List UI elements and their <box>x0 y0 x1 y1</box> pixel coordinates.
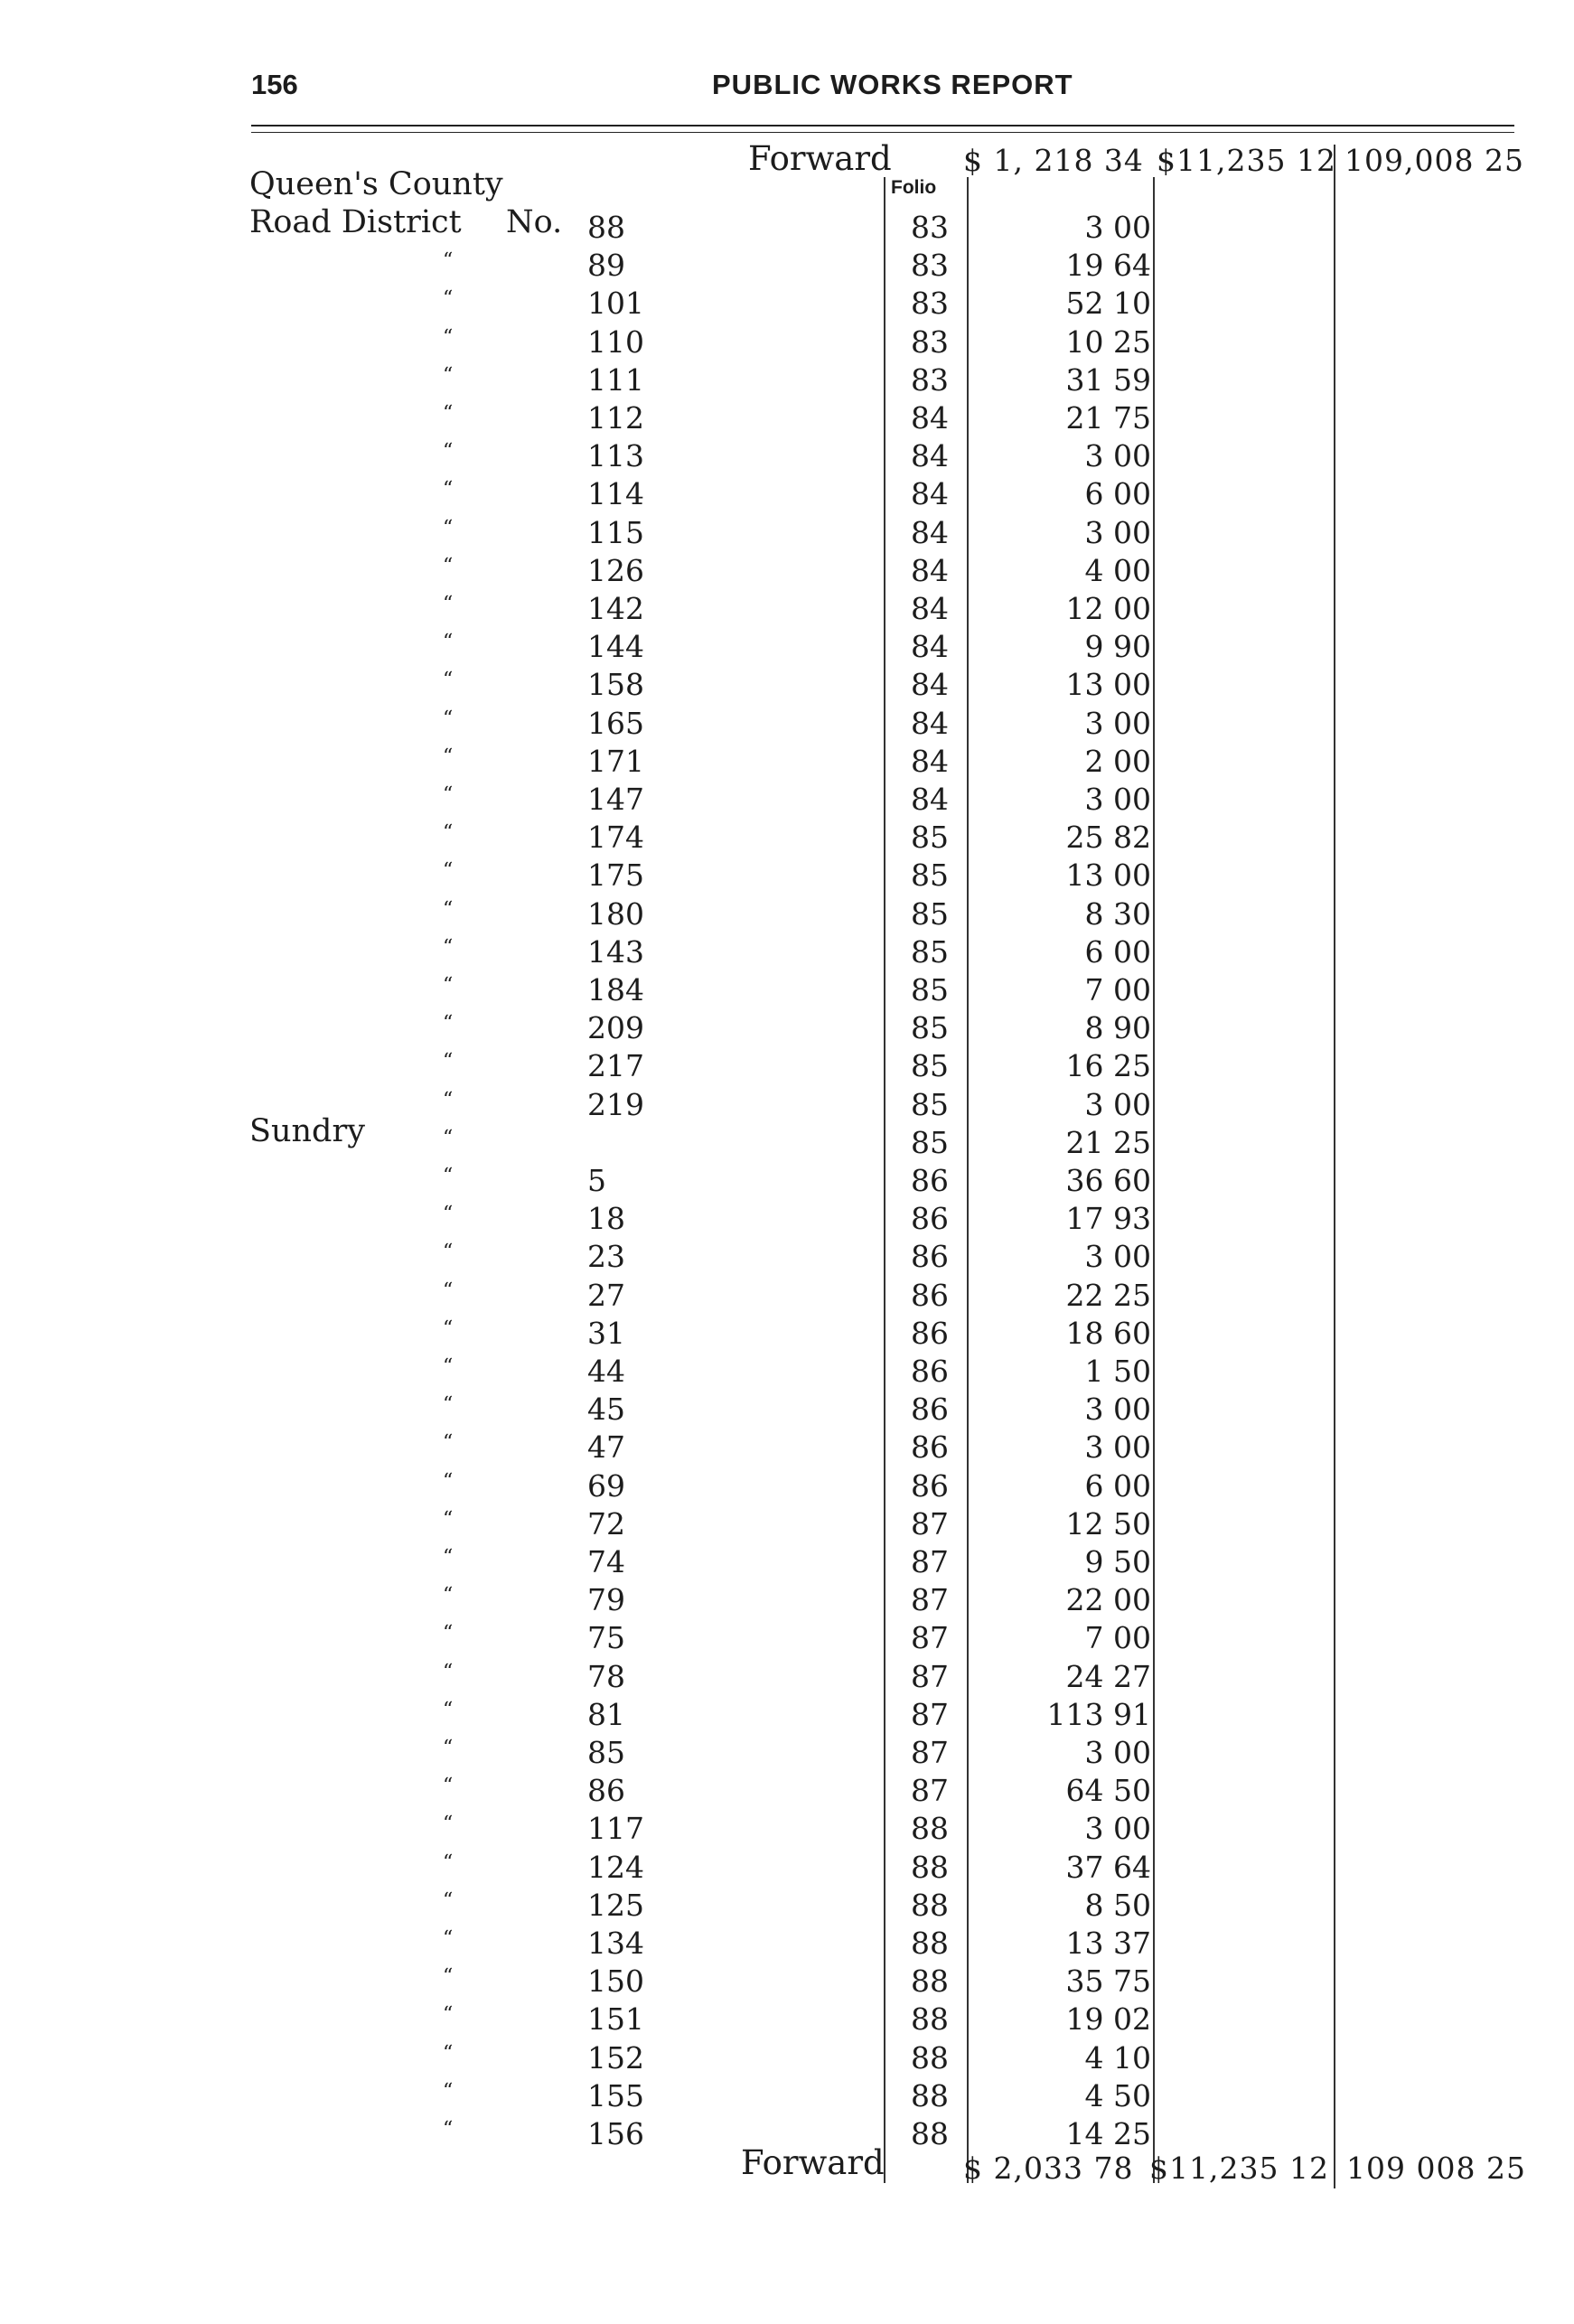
folio-cell: 88 <box>911 1926 949 1961</box>
ditto-mark: “ <box>443 402 454 425</box>
table-row <box>0 1735 1574 1773</box>
table-row <box>0 286 1574 323</box>
folio-cell: 86 <box>911 1392 949 1428</box>
ditto-mark: “ <box>443 1775 454 1798</box>
folio-cell: 83 <box>911 248 949 284</box>
folio-cell: 86 <box>911 1277 949 1313</box>
table-row <box>0 934 1574 972</box>
folio-cell: 87 <box>911 1735 949 1770</box>
table-row <box>0 1697 1574 1735</box>
district-number: 81 <box>587 1696 625 1732</box>
amount-cell: 21 75 <box>1065 400 1151 436</box>
table-row <box>0 553 1574 591</box>
ditto-mark: “ <box>443 935 454 959</box>
district-number: 150 <box>587 1963 644 2000</box>
table-row <box>0 820 1574 857</box>
table-row <box>0 1582 1574 1620</box>
district-number: 31 <box>587 1315 625 1351</box>
amount-cell: 9 50 <box>1084 1544 1151 1579</box>
amount-cell: 1 50 <box>1084 1354 1151 1389</box>
table-row <box>0 1544 1574 1582</box>
forward-col2-bottom: $11,235 12 <box>1149 2151 1329 2186</box>
top-rule <box>251 125 1514 127</box>
district-number: 142 <box>587 591 644 626</box>
district-number: 151 <box>587 2001 644 2038</box>
amount-cell: 6 00 <box>1084 476 1151 512</box>
folio-cell: 85 <box>911 1048 949 1084</box>
amount-cell: 6 00 <box>1084 1467 1151 1504</box>
amount-cell: 25 82 <box>1065 820 1151 856</box>
table-row <box>0 1811 1574 1849</box>
table-row <box>0 1278 1574 1316</box>
folio-cell: 84 <box>911 667 949 703</box>
district-number: 44 <box>587 1354 625 1389</box>
amount-cell: 6 00 <box>1084 933 1151 970</box>
ditto-mark: “ <box>443 249 454 273</box>
folio-cell: 87 <box>911 1505 949 1542</box>
ditto-mark: “ <box>443 707 454 730</box>
amount-cell: 10 25 <box>1065 323 1151 360</box>
folio-cell: 87 <box>911 1582 949 1618</box>
district-number: 175 <box>587 857 644 894</box>
table-row <box>0 1125 1574 1163</box>
table-row <box>0 706 1574 744</box>
table-row <box>0 1963 1574 2001</box>
table-row <box>0 1239 1574 1277</box>
table-row <box>0 1850 1574 1888</box>
amount-cell: 3 00 <box>1084 1429 1151 1466</box>
page-title: PUBLIC WORKS REPORT <box>712 69 1073 100</box>
folio-cell: 88 <box>911 2001 949 2038</box>
folio-cell: 88 <box>911 2077 949 2113</box>
ditto-mark: “ <box>443 287 454 311</box>
ditto-mark: “ <box>443 2118 454 2141</box>
ditto-mark: “ <box>443 1431 454 1455</box>
amount-cell: 17 93 <box>1065 1201 1151 1237</box>
table-row <box>0 1926 1574 1963</box>
district-number: 209 <box>587 1010 644 1046</box>
ditto-mark: “ <box>443 1851 454 1874</box>
ditto-mark: “ <box>443 1965 454 1989</box>
table-row <box>0 210 1574 248</box>
district-number: 171 <box>587 743 644 779</box>
table-row <box>0 248 1574 286</box>
table-row <box>0 324 1574 362</box>
ditto-mark: “ <box>443 1927 454 1950</box>
district-number: 155 <box>587 2077 644 2113</box>
folio-cell: 85 <box>911 857 949 894</box>
amount-cell: 52 10 <box>1065 286 1151 322</box>
folio-cell: 84 <box>911 743 949 779</box>
district-number: 152 <box>587 2039 644 2076</box>
folio-cell: 84 <box>911 476 949 512</box>
ditto-mark: “ <box>443 1584 454 1607</box>
table-row <box>0 400 1574 438</box>
table-row <box>0 896 1574 934</box>
folio-cell: 85 <box>911 895 949 932</box>
ditto-mark: “ <box>443 554 454 577</box>
district-number: 114 <box>587 476 644 512</box>
table-row <box>0 744 1574 782</box>
ditto-mark: “ <box>443 1546 454 1569</box>
district-number: 23 <box>587 1239 625 1275</box>
folio-cell: 87 <box>911 1696 949 1732</box>
table-row <box>0 476 1574 514</box>
amount-cell: 4 50 <box>1084 2077 1151 2113</box>
amount-cell: 9 90 <box>1084 629 1151 665</box>
amount-cell: 14 25 <box>1065 2116 1151 2151</box>
folio-cell: 86 <box>911 1201 949 1237</box>
table-row <box>0 782 1574 820</box>
ditto-mark: “ <box>443 2003 454 2027</box>
folio-cell: 87 <box>911 1773 949 1809</box>
ditto-mark: “ <box>443 1165 454 1187</box>
district-number: 115 <box>587 514 644 550</box>
no-label: No. <box>506 204 563 240</box>
district-number: 125 <box>587 1887 644 1923</box>
folio-cell: 83 <box>911 286 949 322</box>
table-row <box>0 1429 1574 1467</box>
amount-cell: 3 00 <box>1084 1239 1151 1275</box>
table-row <box>0 2001 1574 2039</box>
district-number: 75 <box>587 1620 625 1656</box>
table-row <box>0 1468 1574 1506</box>
district-number: 219 <box>587 1086 644 1122</box>
amount-cell: 3 00 <box>1084 1086 1151 1122</box>
forward-col3-bottom: 109 008 25 <box>1346 2151 1526 2186</box>
forward-label-bottom: Forward <box>741 2143 885 2182</box>
amount-cell: 8 50 <box>1084 1887 1151 1923</box>
table-row <box>0 1620 1574 1658</box>
table-row <box>0 1506 1574 1544</box>
ditto-mark: “ <box>443 1469 454 1493</box>
ditto-mark: “ <box>443 363 454 387</box>
district-number: 74 <box>587 1544 625 1579</box>
folio-cell: 86 <box>911 1467 949 1504</box>
district-number: 18 <box>587 1201 625 1237</box>
district-number: 124 <box>587 1849 644 1885</box>
district-number: 101 <box>587 286 644 322</box>
folio-cell: 84 <box>911 552 949 588</box>
amount-cell: 4 00 <box>1084 552 1151 588</box>
amount-cell: 4 10 <box>1084 2039 1151 2076</box>
folio-cell: 84 <box>911 591 949 626</box>
amount-cell: 13 00 <box>1065 667 1151 703</box>
table-row <box>0 1773 1574 1811</box>
amount-cell: 3 00 <box>1084 1392 1151 1428</box>
table-row <box>0 2078 1574 2116</box>
amount-cell: 7 00 <box>1084 1620 1151 1656</box>
district-number: 45 <box>587 1392 625 1428</box>
top-rule-thin <box>251 132 1514 133</box>
folio-cell: 86 <box>911 1163 949 1198</box>
amount-cell: 7 00 <box>1084 972 1151 1007</box>
district-number: 158 <box>587 667 644 703</box>
district-number: 144 <box>587 629 644 665</box>
district-number: 88 <box>587 210 625 245</box>
folio-header: Folio <box>891 177 937 198</box>
ditto-mark: “ <box>443 2079 454 2103</box>
folio-cell: 87 <box>911 1658 949 1694</box>
district-number: 86 <box>587 1773 625 1809</box>
amount-cell: 3 00 <box>1084 1735 1151 1770</box>
district-number: 117 <box>587 1811 644 1847</box>
ditto-mark: “ <box>443 1622 454 1645</box>
table-row <box>0 2040 1574 2078</box>
ditto-mark: “ <box>443 516 454 539</box>
amount-cell: 3 00 <box>1084 514 1151 550</box>
county-label: Queen's County <box>249 166 503 202</box>
folio-cell: 85 <box>911 1010 949 1046</box>
district-number: 217 <box>587 1048 644 1084</box>
ditto-mark: “ <box>443 1126 454 1149</box>
district-number: 79 <box>587 1582 625 1618</box>
table-row <box>0 1354 1574 1392</box>
amount-cell: 12 50 <box>1065 1505 1151 1542</box>
district-number: 69 <box>587 1467 625 1504</box>
folio-cell: 86 <box>911 1315 949 1351</box>
folio-cell: 86 <box>911 1354 949 1389</box>
district-number: 112 <box>587 400 644 436</box>
district-number: 143 <box>587 933 644 970</box>
amount-cell: 31 59 <box>1065 361 1151 398</box>
folio-cell: 84 <box>911 400 949 436</box>
folio-cell: 88 <box>911 1849 949 1885</box>
forward-col2-top: $11,235 12 <box>1157 143 1336 178</box>
table-row <box>0 1888 1574 1926</box>
ditto-mark: “ <box>443 669 454 692</box>
amount-cell: 16 25 <box>1065 1048 1151 1084</box>
forward-col3-top: 109,008 25 <box>1344 143 1524 178</box>
district-number: 156 <box>587 2116 644 2151</box>
amount-cell: 13 00 <box>1065 857 1151 894</box>
table-row <box>0 1392 1574 1429</box>
amount-cell: 35 75 <box>1065 1963 1151 2000</box>
folio-cell: 86 <box>911 1429 949 1466</box>
amount-cell: 2 00 <box>1084 743 1151 779</box>
table-row <box>0 629 1574 667</box>
folio-cell: 84 <box>911 782 949 817</box>
table-row <box>0 1659 1574 1697</box>
table-row <box>0 1048 1574 1086</box>
table-row <box>0 1010 1574 1048</box>
district-number: 126 <box>587 552 644 588</box>
folio-cell: 83 <box>911 323 949 360</box>
ditto-mark: “ <box>443 1355 454 1378</box>
district-number: 134 <box>587 1926 644 1961</box>
sundry-label: Sundry <box>249 1113 365 1149</box>
district-number: 78 <box>587 1658 625 1694</box>
ditto-mark: “ <box>443 821 454 845</box>
folio-cell: 88 <box>911 1887 949 1923</box>
ditto-mark: “ <box>443 859 454 883</box>
ditto-mark: “ <box>443 1203 454 1226</box>
folio-cell: 84 <box>911 438 949 474</box>
ditto-mark: “ <box>443 1050 454 1073</box>
folio-cell: 84 <box>911 705 949 741</box>
ditto-mark: “ <box>443 1737 454 1759</box>
district-number: 27 <box>587 1277 625 1313</box>
folio-cell: 88 <box>911 2039 949 2076</box>
folio-cell: 85 <box>911 972 949 1007</box>
folio-cell: 85 <box>911 1086 949 1122</box>
district-number: 5 <box>587 1163 606 1198</box>
amount-cell: 3 00 <box>1084 705 1151 741</box>
folio-cell: 85 <box>911 933 949 970</box>
amount-cell: 18 60 <box>1065 1315 1151 1351</box>
district-number: 174 <box>587 820 644 856</box>
amount-cell: 13 37 <box>1065 1926 1151 1961</box>
ditto-mark: “ <box>443 1012 454 1035</box>
table-row <box>0 515 1574 553</box>
table-row <box>0 591 1574 629</box>
folio-cell: 84 <box>911 629 949 665</box>
ditto-mark: “ <box>443 1660 454 1683</box>
ditto-mark: “ <box>443 325 454 349</box>
amount-cell: 64 50 <box>1065 1773 1151 1809</box>
ditto-mark: “ <box>443 1317 454 1340</box>
table-row <box>0 1201 1574 1239</box>
district-number: 147 <box>587 782 644 817</box>
table-row <box>0 362 1574 400</box>
district-number: 72 <box>587 1505 625 1542</box>
table-row <box>0 1316 1574 1354</box>
table-row <box>0 438 1574 476</box>
page-number: 156 <box>251 69 298 100</box>
ditto-mark: “ <box>443 783 454 806</box>
district-number: 165 <box>587 705 644 741</box>
ditto-mark: “ <box>443 1279 454 1302</box>
folio-cell: 85 <box>911 1124 949 1160</box>
district-number: 113 <box>587 438 644 474</box>
ditto-mark: “ <box>443 478 454 501</box>
amount-cell: 3 00 <box>1084 438 1151 474</box>
ditto-mark: “ <box>443 1088 454 1111</box>
table-row <box>0 972 1574 1010</box>
ditto-mark: “ <box>443 631 454 654</box>
ditto-mark: “ <box>443 1393 454 1417</box>
ditto-mark: “ <box>443 593 454 615</box>
amount-cell: 24 27 <box>1065 1658 1151 1694</box>
table-row <box>0 1087 1574 1125</box>
district-number: 110 <box>587 323 644 360</box>
table-row <box>0 1163 1574 1201</box>
ditto-mark: “ <box>443 1813 454 1836</box>
ditto-mark: “ <box>443 2041 454 2065</box>
amount-cell: 3 00 <box>1084 210 1151 245</box>
ditto-mark: “ <box>443 974 454 997</box>
amount-cell: 22 00 <box>1065 1582 1151 1618</box>
district-label: Road District <box>249 204 462 240</box>
ditto-mark: “ <box>443 440 454 464</box>
forward-label-top: Forward <box>748 139 892 178</box>
folio-cell: 88 <box>911 2116 949 2151</box>
ditto-mark: “ <box>443 1888 454 1912</box>
amount-cell: 12 00 <box>1065 591 1151 626</box>
ditto-mark: “ <box>443 1241 454 1264</box>
amount-cell: 113 91 <box>1046 1696 1151 1732</box>
folio-cell: 83 <box>911 361 949 398</box>
folio-cell: 88 <box>911 1963 949 2000</box>
amount-cell: 36 60 <box>1065 1163 1151 1198</box>
ditto-mark: “ <box>443 745 454 768</box>
amount-cell: 37 64 <box>1065 1849 1151 1885</box>
district-number: 111 <box>587 361 644 398</box>
district-number: 89 <box>587 248 625 284</box>
forward-col1-bottom: $ 2,033 78 <box>963 2151 1134 2186</box>
district-number: 85 <box>587 1735 625 1770</box>
table-row <box>0 667 1574 705</box>
folio-cell: 86 <box>911 1239 949 1275</box>
district-number: 47 <box>587 1429 625 1466</box>
amount-cell: 3 00 <box>1084 1811 1151 1847</box>
ditto-mark: “ <box>443 1507 454 1531</box>
folio-cell: 87 <box>911 1620 949 1656</box>
forward-col1-top: $ 1, 218 34 <box>963 143 1144 178</box>
ditto-mark: “ <box>443 1698 454 1721</box>
table-row <box>0 857 1574 895</box>
amount-cell: 3 00 <box>1084 782 1151 817</box>
folio-cell: 88 <box>911 1811 949 1847</box>
folio-cell: 83 <box>911 210 949 245</box>
folio-cell: 87 <box>911 1544 949 1579</box>
folio-cell: 85 <box>911 820 949 856</box>
amount-cell: 22 25 <box>1065 1277 1151 1313</box>
amount-cell: 19 02 <box>1065 2001 1151 2038</box>
amount-cell: 8 30 <box>1084 895 1151 932</box>
district-number: 184 <box>587 972 644 1007</box>
amount-cell: 21 25 <box>1065 1124 1151 1160</box>
folio-cell: 84 <box>911 514 949 550</box>
amount-cell: 8 90 <box>1084 1010 1151 1046</box>
ditto-mark: “ <box>443 897 454 921</box>
amount-cell: 19 64 <box>1065 248 1151 284</box>
district-number: 180 <box>587 895 644 932</box>
